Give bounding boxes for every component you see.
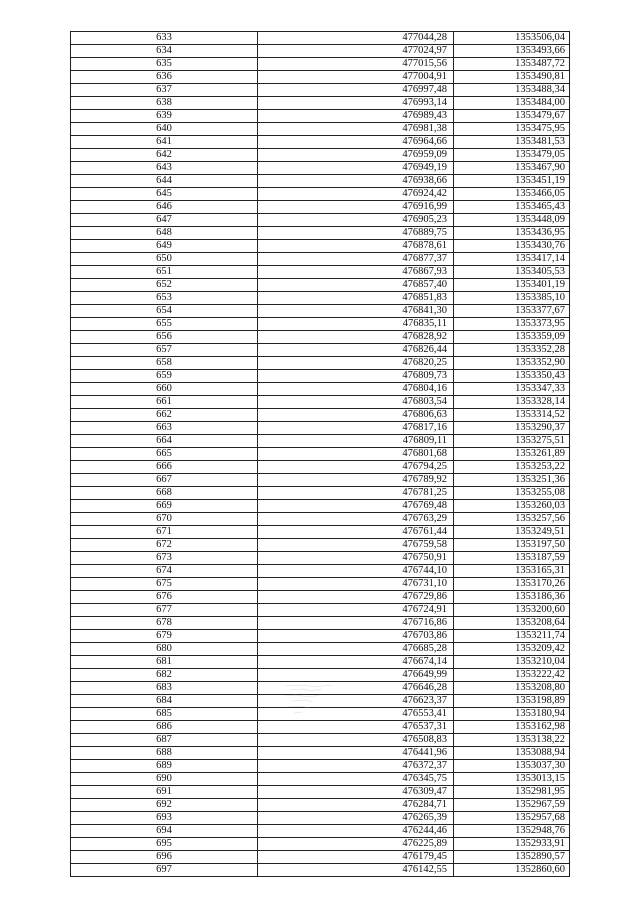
table-row (71, 149, 570, 162)
x-coordinate-cell: 476889,75 (258, 227, 454, 240)
table-row (71, 682, 570, 695)
y-coordinate-cell: 1353197,50 (454, 539, 570, 552)
point-number-cell: 647 (71, 214, 258, 227)
point-number-cell: 673 (71, 552, 258, 565)
x-coordinate-cell: 476851,83 (258, 292, 454, 305)
y-coordinate-cell: 1353475,95 (454, 123, 570, 136)
table-row (71, 227, 570, 240)
table-row (71, 695, 570, 708)
y-coordinate-cell: 1353377,67 (454, 305, 570, 318)
table-row (71, 253, 570, 266)
x-coordinate-cell: 476750,91 (258, 552, 454, 565)
x-coordinate-cell: 476646,28 (258, 682, 454, 695)
table-row (71, 71, 570, 84)
y-coordinate-cell: 1353417,14 (454, 253, 570, 266)
point-number-cell: 639 (71, 110, 258, 123)
y-coordinate-cell: 1353401,19 (454, 279, 570, 292)
table-row (71, 240, 570, 253)
table-row (71, 552, 570, 565)
x-coordinate-cell: 476789,92 (258, 474, 454, 487)
y-coordinate-cell: 1353385,10 (454, 292, 570, 305)
table-row (71, 279, 570, 292)
y-coordinate-cell: 1353170,26 (454, 578, 570, 591)
x-coordinate-cell: 476179,45 (258, 851, 454, 864)
x-coordinate-cell: 476685,28 (258, 643, 454, 656)
point-number-cell: 657 (71, 344, 258, 357)
y-coordinate-cell: 1353350,43 (454, 370, 570, 383)
table-row (71, 864, 570, 877)
y-coordinate-cell: 1353347,33 (454, 383, 570, 396)
table-row (71, 773, 570, 786)
table-row (71, 58, 570, 71)
y-coordinate-cell: 1353451,19 (454, 175, 570, 188)
x-coordinate-cell: 476345,75 (258, 773, 454, 786)
point-number-cell: 655 (71, 318, 258, 331)
point-number-cell: 649 (71, 240, 258, 253)
x-coordinate-cell: 476759,58 (258, 539, 454, 552)
x-coordinate-cell: 476989,43 (258, 110, 454, 123)
y-coordinate-cell: 1353359,09 (454, 331, 570, 344)
point-number-cell: 694 (71, 825, 258, 838)
y-coordinate-cell: 1353209,42 (454, 643, 570, 656)
x-coordinate-cell: 476801,68 (258, 448, 454, 461)
y-coordinate-cell: 1352957,68 (454, 812, 570, 825)
x-coordinate-cell: 476938,66 (258, 175, 454, 188)
x-coordinate-cell: 476284,71 (258, 799, 454, 812)
point-number-cell: 640 (71, 123, 258, 136)
x-coordinate-cell: 476857,40 (258, 279, 454, 292)
table-row (71, 617, 570, 630)
y-coordinate-cell: 1353251,36 (454, 474, 570, 487)
table-row (71, 825, 570, 838)
point-number-cell: 635 (71, 58, 258, 71)
x-coordinate-cell: 476964,66 (258, 136, 454, 149)
x-coordinate-cell: 477044,28 (258, 32, 454, 45)
x-coordinate-cell: 476769,48 (258, 500, 454, 513)
table-row (71, 370, 570, 383)
x-coordinate-cell: 477024,97 (258, 45, 454, 58)
x-coordinate-cell: 476703,86 (258, 630, 454, 643)
table-row (71, 201, 570, 214)
x-coordinate-cell: 476244,46 (258, 825, 454, 838)
x-coordinate-cell: 476806,63 (258, 409, 454, 422)
table-row (71, 539, 570, 552)
table-row (71, 578, 570, 591)
point-number-cell: 659 (71, 370, 258, 383)
point-number-cell: 663 (71, 422, 258, 435)
table-row (71, 305, 570, 318)
y-coordinate-cell: 1353436,95 (454, 227, 570, 240)
point-number-cell: 685 (71, 708, 258, 721)
table-row (71, 474, 570, 487)
x-coordinate-cell: 476835,11 (258, 318, 454, 331)
x-coordinate-cell: 476993,14 (258, 97, 454, 110)
y-coordinate-cell: 1353138,22 (454, 734, 570, 747)
point-number-cell: 678 (71, 617, 258, 630)
table-row (71, 656, 570, 669)
point-number-cell: 665 (71, 448, 258, 461)
table-row (71, 461, 570, 474)
x-coordinate-cell: 476828,92 (258, 331, 454, 344)
table-row (71, 136, 570, 149)
x-coordinate-cell: 476309,47 (258, 786, 454, 799)
y-coordinate-cell: 1353430,76 (454, 240, 570, 253)
x-coordinate-cell: 477015,56 (258, 58, 454, 71)
x-coordinate-cell: 476553,41 (258, 708, 454, 721)
y-coordinate-cell: 1352860,60 (454, 864, 570, 877)
point-number-cell: 634 (71, 45, 258, 58)
table-row (71, 331, 570, 344)
point-number-cell: 638 (71, 97, 258, 110)
point-number-cell: 653 (71, 292, 258, 305)
table-row (71, 838, 570, 851)
point-number-cell: 676 (71, 591, 258, 604)
point-number-cell: 679 (71, 630, 258, 643)
y-coordinate-cell: 1353506,04 (454, 32, 570, 45)
point-number-cell: 642 (71, 149, 258, 162)
table-row (71, 318, 570, 331)
x-coordinate-cell: 476997,48 (258, 84, 454, 97)
table-row (71, 747, 570, 760)
point-number-cell: 680 (71, 643, 258, 656)
table-row (71, 45, 570, 58)
table-row (71, 851, 570, 864)
table-row (71, 422, 570, 435)
table-row (71, 591, 570, 604)
point-number-cell: 654 (71, 305, 258, 318)
point-number-cell: 645 (71, 188, 258, 201)
point-number-cell: 697 (71, 864, 258, 877)
y-coordinate-cell: 1353222,42 (454, 669, 570, 682)
x-coordinate-cell: 476820,25 (258, 357, 454, 370)
point-number-cell: 684 (71, 695, 258, 708)
y-coordinate-cell: 1353290,37 (454, 422, 570, 435)
y-coordinate-cell: 1352981,95 (454, 786, 570, 799)
table-row (71, 266, 570, 279)
y-coordinate-cell: 1353180,94 (454, 708, 570, 721)
point-number-cell: 677 (71, 604, 258, 617)
point-number-cell: 686 (71, 721, 258, 734)
point-number-cell: 661 (71, 396, 258, 409)
point-number-cell: 656 (71, 331, 258, 344)
y-coordinate-cell: 1353488,34 (454, 84, 570, 97)
point-number-cell: 662 (71, 409, 258, 422)
point-number-cell: 658 (71, 357, 258, 370)
x-coordinate-cell: 476959,09 (258, 149, 454, 162)
y-coordinate-cell: 1353249,51 (454, 526, 570, 539)
y-coordinate-cell: 1353088,94 (454, 747, 570, 760)
table-row (71, 643, 570, 656)
y-coordinate-cell: 1353255,08 (454, 487, 570, 500)
y-coordinate-cell: 1353405,53 (454, 266, 570, 279)
x-coordinate-cell: 476877,37 (258, 253, 454, 266)
x-coordinate-cell: 476826,44 (258, 344, 454, 357)
table-row (71, 84, 570, 97)
x-coordinate-cell: 476924,42 (258, 188, 454, 201)
point-number-cell: 682 (71, 669, 258, 682)
y-coordinate-cell: 1353013,15 (454, 773, 570, 786)
x-coordinate-cell: 476817,16 (258, 422, 454, 435)
table-row (71, 630, 570, 643)
point-number-cell: 683 (71, 682, 258, 695)
x-coordinate-cell: 477004,91 (258, 71, 454, 84)
table-row (71, 32, 570, 45)
table-row (71, 513, 570, 526)
x-coordinate-cell: 476508,83 (258, 734, 454, 747)
y-coordinate-cell: 1353484,00 (454, 97, 570, 110)
x-coordinate-cell: 476265,39 (258, 812, 454, 825)
point-number-cell: 669 (71, 500, 258, 513)
table-row (71, 604, 570, 617)
x-coordinate-cell: 476841,30 (258, 305, 454, 318)
point-number-cell: 636 (71, 71, 258, 84)
x-coordinate-cell: 476804,16 (258, 383, 454, 396)
table-row (71, 123, 570, 136)
y-coordinate-cell: 1353275,51 (454, 435, 570, 448)
table-row (71, 383, 570, 396)
x-coordinate-cell: 476142,55 (258, 864, 454, 877)
point-number-cell: 666 (71, 461, 258, 474)
y-coordinate-cell: 1353467,90 (454, 162, 570, 175)
y-coordinate-cell: 1352967,59 (454, 799, 570, 812)
x-coordinate-cell: 476441,96 (258, 747, 454, 760)
y-coordinate-cell: 1353479,05 (454, 149, 570, 162)
point-number-cell: 690 (71, 773, 258, 786)
point-number-cell: 667 (71, 474, 258, 487)
point-number-cell: 671 (71, 526, 258, 539)
y-coordinate-cell: 1353448,09 (454, 214, 570, 227)
x-coordinate-cell: 476649,99 (258, 669, 454, 682)
y-coordinate-cell: 1353165,31 (454, 565, 570, 578)
table-row (71, 448, 570, 461)
y-coordinate-cell: 1353208,64 (454, 617, 570, 630)
table-row (71, 487, 570, 500)
x-coordinate-cell: 476763,29 (258, 513, 454, 526)
y-coordinate-cell: 1353260,03 (454, 500, 570, 513)
y-coordinate-cell: 1353186,36 (454, 591, 570, 604)
table-row (71, 292, 570, 305)
y-coordinate-cell: 1353261,89 (454, 448, 570, 461)
y-coordinate-cell: 1353198,89 (454, 695, 570, 708)
point-number-cell: 664 (71, 435, 258, 448)
y-coordinate-cell: 1353465,43 (454, 201, 570, 214)
y-coordinate-cell: 1352890,57 (454, 851, 570, 864)
x-coordinate-cell: 476716,86 (258, 617, 454, 630)
point-number-cell: 696 (71, 851, 258, 864)
x-coordinate-cell: 476867,93 (258, 266, 454, 279)
point-number-cell: 633 (71, 32, 258, 45)
point-number-cell: 681 (71, 656, 258, 669)
point-number-cell: 646 (71, 201, 258, 214)
point-number-cell: 675 (71, 578, 258, 591)
point-number-cell: 674 (71, 565, 258, 578)
x-coordinate-cell: 476225,89 (258, 838, 454, 851)
table-row (71, 214, 570, 227)
x-coordinate-cell: 476878,61 (258, 240, 454, 253)
table-row (71, 396, 570, 409)
y-coordinate-cell: 1353208,80 (454, 682, 570, 695)
point-number-cell: 648 (71, 227, 258, 240)
table-row (71, 110, 570, 123)
point-number-cell: 643 (71, 162, 258, 175)
x-coordinate-cell: 476809,11 (258, 435, 454, 448)
y-coordinate-cell: 1353162,98 (454, 721, 570, 734)
table-row (71, 162, 570, 175)
x-coordinate-cell: 476761,44 (258, 526, 454, 539)
y-coordinate-cell: 1353352,28 (454, 344, 570, 357)
y-coordinate-cell: 1353200,60 (454, 604, 570, 617)
x-coordinate-cell: 476372,37 (258, 760, 454, 773)
point-number-cell: 689 (71, 760, 258, 773)
point-number-cell: 650 (71, 253, 258, 266)
x-coordinate-cell: 476674,14 (258, 656, 454, 669)
x-coordinate-cell: 476781,25 (258, 487, 454, 500)
table-row (71, 435, 570, 448)
y-coordinate-cell: 1353481,53 (454, 136, 570, 149)
point-number-cell: 660 (71, 383, 258, 396)
point-number-cell: 670 (71, 513, 258, 526)
table-row (71, 97, 570, 110)
table-row (71, 786, 570, 799)
point-number-cell: 693 (71, 812, 258, 825)
y-coordinate-cell: 1352933,91 (454, 838, 570, 851)
table-row (71, 760, 570, 773)
point-number-cell: 688 (71, 747, 258, 760)
point-number-cell: 637 (71, 84, 258, 97)
point-number-cell: 652 (71, 279, 258, 292)
y-coordinate-cell: 1353373,95 (454, 318, 570, 331)
y-coordinate-cell: 1353253,22 (454, 461, 570, 474)
x-coordinate-cell: 476981,38 (258, 123, 454, 136)
table-row (71, 721, 570, 734)
coordinates-table (70, 31, 570, 877)
table-row (71, 357, 570, 370)
coordinates-table-body (71, 32, 570, 877)
table-row (71, 734, 570, 747)
y-coordinate-cell: 1353479,67 (454, 110, 570, 123)
y-coordinate-cell: 1353210,04 (454, 656, 570, 669)
x-coordinate-cell: 476916,99 (258, 201, 454, 214)
point-number-cell: 691 (71, 786, 258, 799)
table-row (71, 799, 570, 812)
y-coordinate-cell: 1353187,59 (454, 552, 570, 565)
table-row (71, 526, 570, 539)
y-coordinate-cell: 1353257,56 (454, 513, 570, 526)
point-number-cell: 641 (71, 136, 258, 149)
x-coordinate-cell: 476537,31 (258, 721, 454, 734)
table-row (71, 175, 570, 188)
x-coordinate-cell: 476794,25 (258, 461, 454, 474)
point-number-cell: 672 (71, 539, 258, 552)
table-row (71, 565, 570, 578)
table-row (71, 188, 570, 201)
y-coordinate-cell: 1353328,14 (454, 396, 570, 409)
y-coordinate-cell: 1353493,66 (454, 45, 570, 58)
y-coordinate-cell: 1353487,72 (454, 58, 570, 71)
point-number-cell: 644 (71, 175, 258, 188)
x-coordinate-cell: 476724,91 (258, 604, 454, 617)
table-row (71, 708, 570, 721)
x-coordinate-cell: 476729,86 (258, 591, 454, 604)
y-coordinate-cell: 1353037,30 (454, 760, 570, 773)
x-coordinate-cell: 476949,19 (258, 162, 454, 175)
table-row (71, 669, 570, 682)
point-number-cell: 651 (71, 266, 258, 279)
y-coordinate-cell: 1353490,81 (454, 71, 570, 84)
point-number-cell: 687 (71, 734, 258, 747)
x-coordinate-cell: 476731,10 (258, 578, 454, 591)
table-row (71, 409, 570, 422)
table-row (71, 344, 570, 357)
x-coordinate-cell: 476744,10 (258, 565, 454, 578)
x-coordinate-cell: 476623,37 (258, 695, 454, 708)
x-coordinate-cell: 476809,73 (258, 370, 454, 383)
table-row (71, 500, 570, 513)
y-coordinate-cell: 1353466,05 (454, 188, 570, 201)
x-coordinate-cell: 476803,54 (258, 396, 454, 409)
y-coordinate-cell: 1352948,76 (454, 825, 570, 838)
x-coordinate-cell: 476905,23 (258, 214, 454, 227)
y-coordinate-cell: 1353314,52 (454, 409, 570, 422)
y-coordinate-cell: 1353211,74 (454, 630, 570, 643)
point-number-cell: 692 (71, 799, 258, 812)
point-number-cell: 668 (71, 487, 258, 500)
y-coordinate-cell: 1353352,90 (454, 357, 570, 370)
point-number-cell: 695 (71, 838, 258, 851)
table-row (71, 812, 570, 825)
